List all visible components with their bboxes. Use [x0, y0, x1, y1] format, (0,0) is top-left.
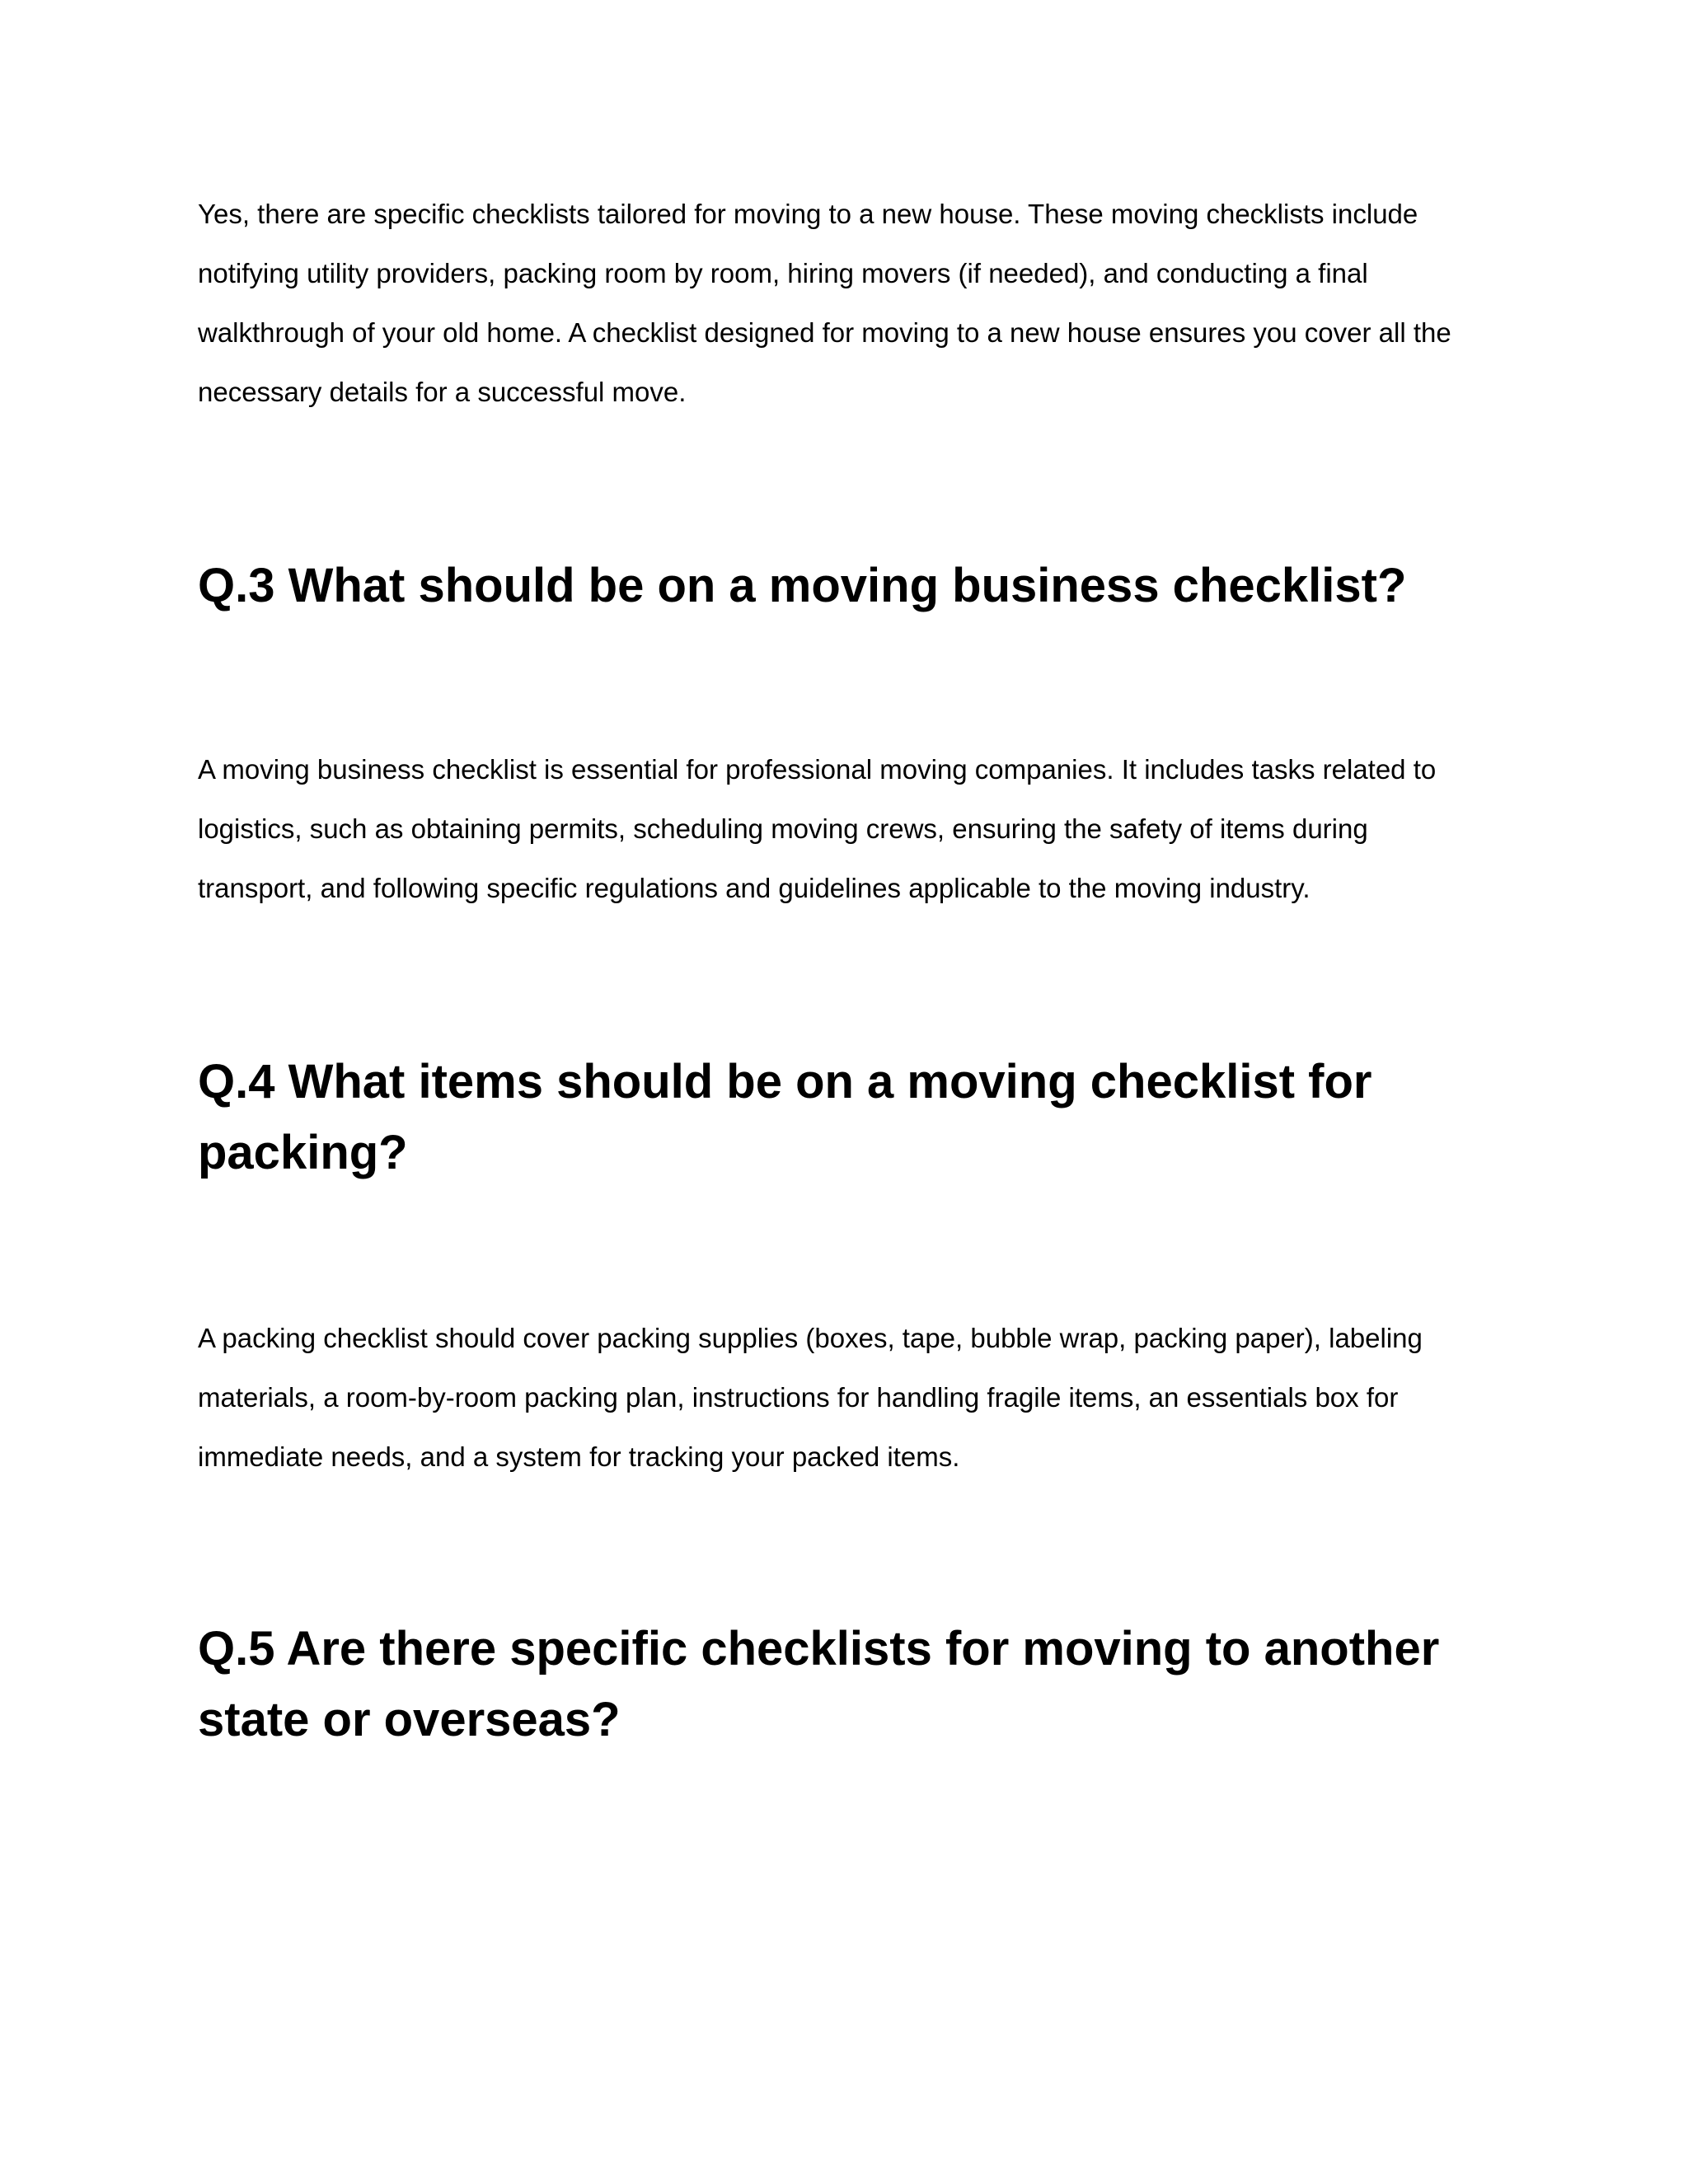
answer-4-paragraph: A packing checklist should cover packing supplies (boxes, tape, bubble wrap, packing paper), labeling materials, a room-by-room packing plan, instructions for handling fragile items, an essentials box for immediate needs, and a system for tracking your packed items.	[198, 1323, 1423, 1472]
question-3-heading: Q.3 What should be on a moving business checklist?	[198, 559, 1407, 612]
question-4-heading: Q.4 What items should be on a moving checklist for packing?	[198, 1055, 1372, 1179]
question-5-heading: Q.5 Are there specific checklists for moving to another state or overseas?	[198, 1622, 1440, 1746]
intro-answer-paragraph: Yes, there are specific checklists tailored for moving to a new house. These moving checklists include notifying utility providers, packing room by room, hiring movers (if needed), and conducting a final walkthrough of your old home. A checklist designed for moving to a new house ensures you cover all the necessary details for a successful move.	[198, 199, 1451, 407]
answer-3-paragraph: A moving business checklist is essential for professional moving companies. It includes tasks related to logistics, such as obtaining permits, scheduling moving crews, ensuring the safety of items during transport, and following specific regulations and guidelines applicable to the moving industry.	[198, 754, 1437, 903]
